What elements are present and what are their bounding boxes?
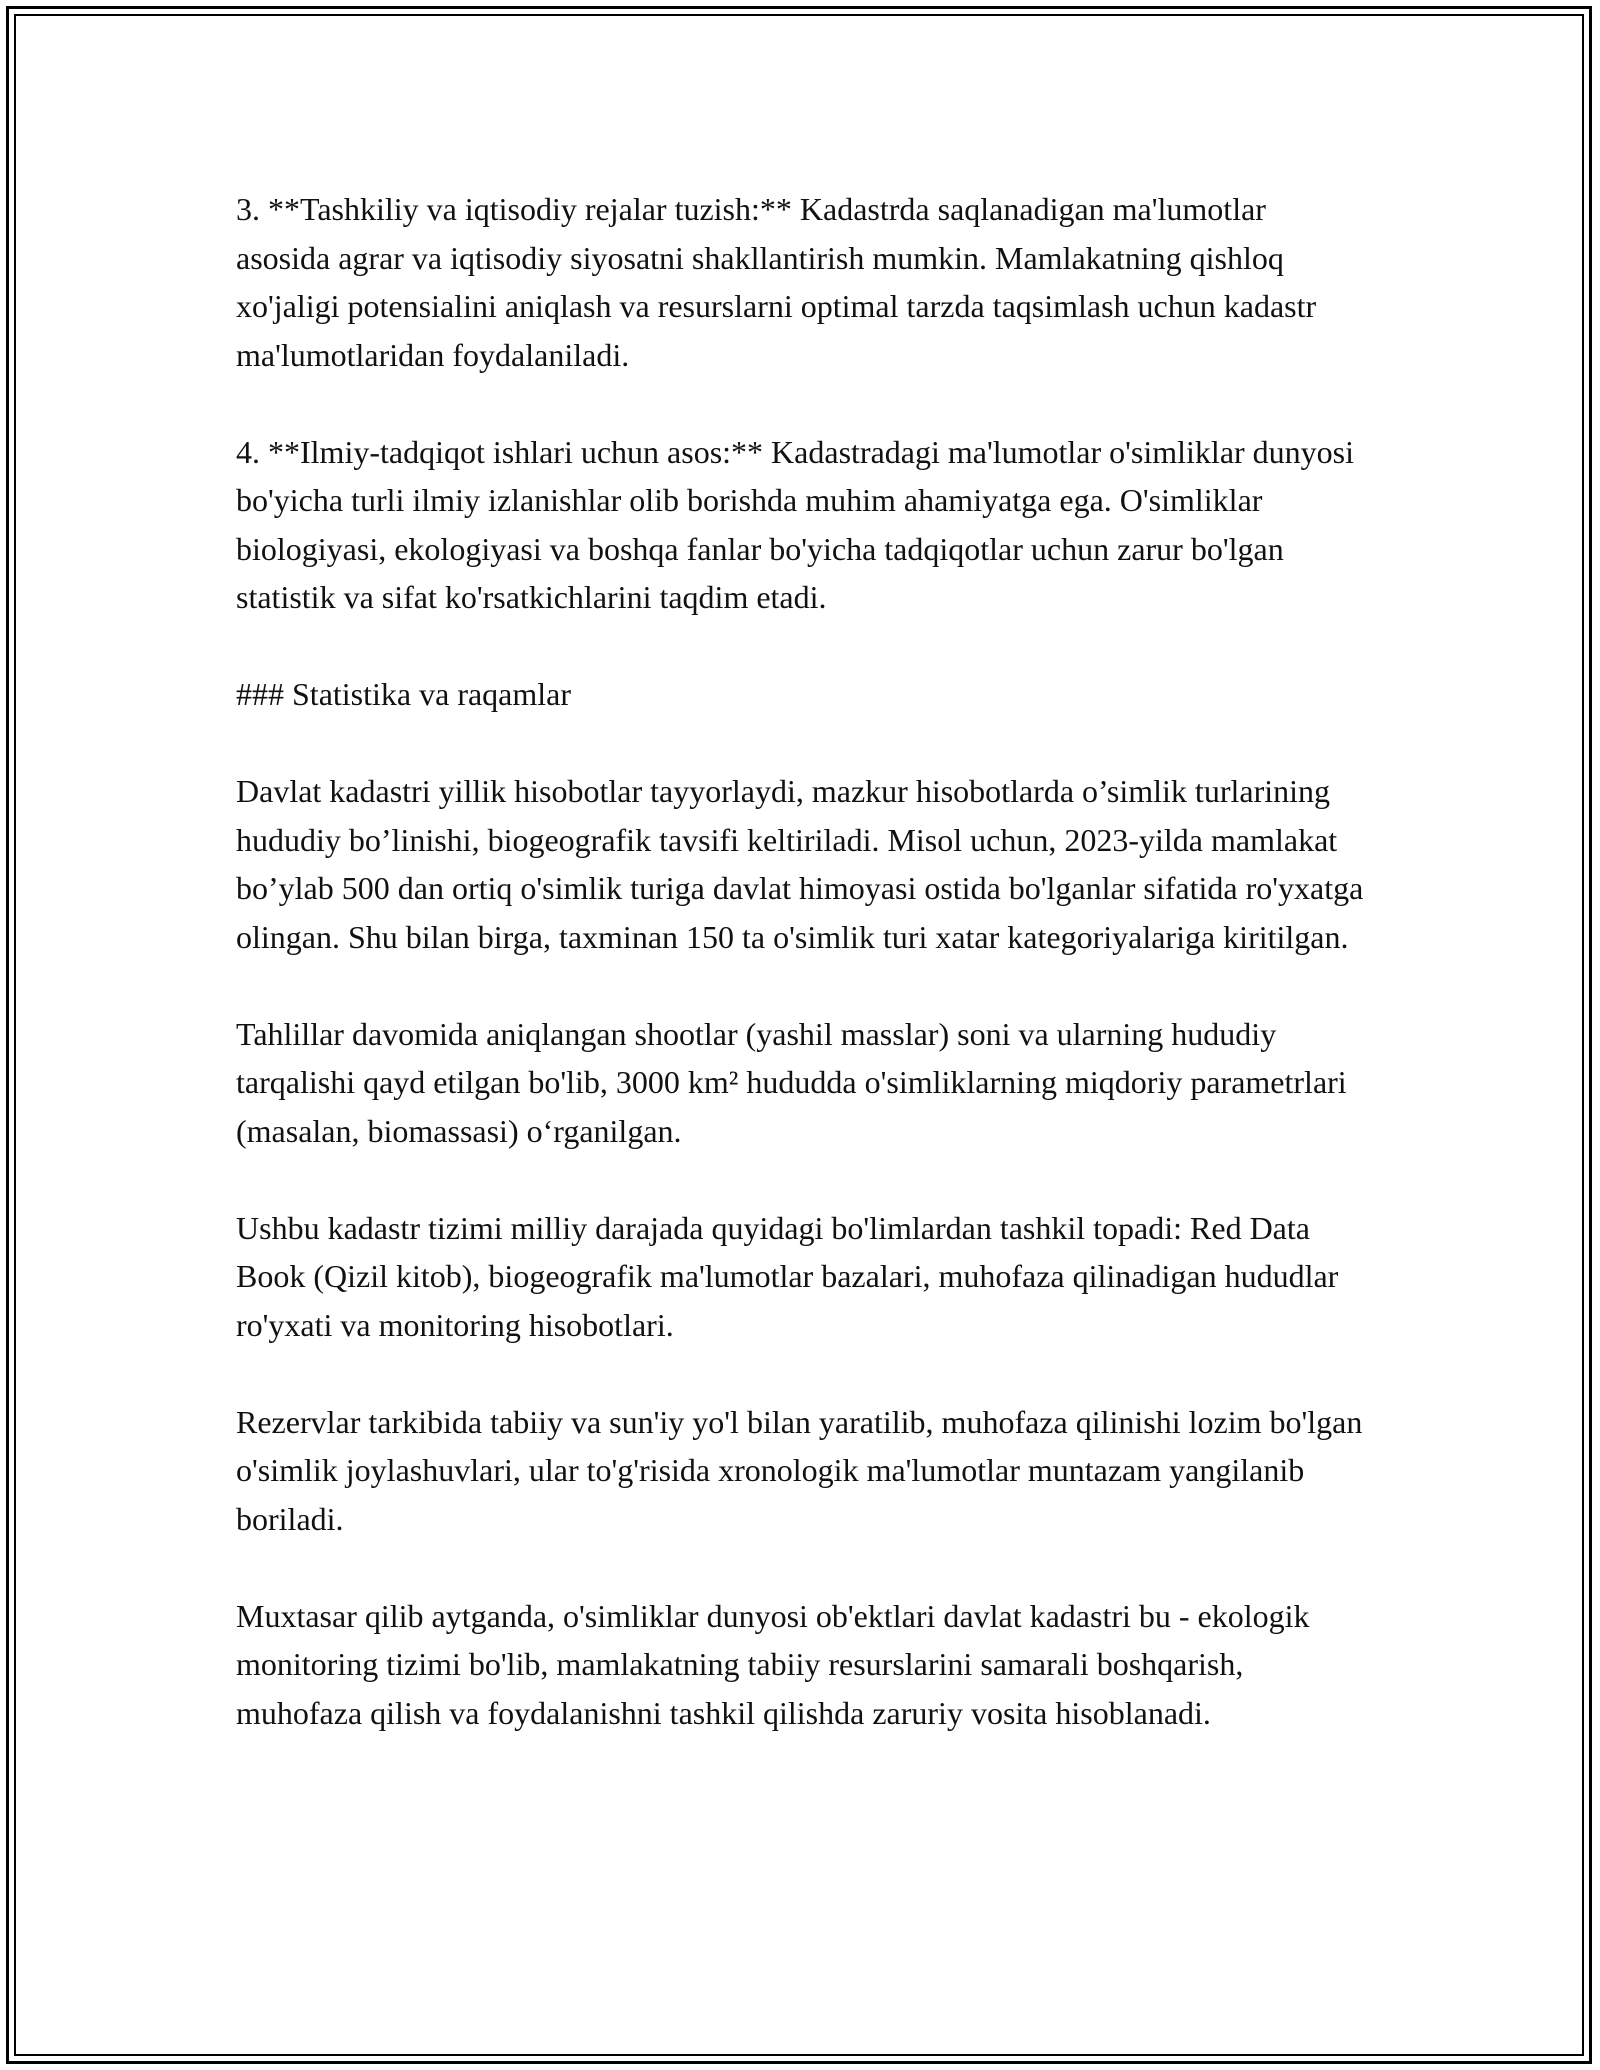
- paragraph-scientific-research: 4. **Ilmiy-tadqiqot ishlari uchun asos:** Kadastradagi ma'lumotlar o'simliklar dunyosi bo'yicha turli ilmiy izlanishlar olib borishda muhim ahamiyatga ega. O'simliklar biologiyasi, ekologiyasi va boshqa fanlar bo'yicha tadqiqotlar uchun zarur bo'lgan statistik va sifat ko'rsatkichlarini taqdim etadi.: [236, 433, 1355, 615]
- document-body: [236, 185, 1366, 1737]
- section-heading-statistics: ### Statistika va raqamlar: [236, 676, 572, 712]
- paragraph-economic-planning: 3. **Tashkiliy va iqtisodiy rejalar tuzish:** Kadastrda saqlanadigan ma'lumotlar asosida agrar va iqtisodiy siyosatni shakllantirish mumkin. Mamlakatning qishloq xo'jaligi potensialini aniqlash va resurslarni optimal tarzda taqsimlash uchun kadastr ma'lumotlaridan foydalaniladi.: [236, 191, 1317, 373]
- paragraph-conclusion: Muxtasar qilib aytganda, o'simliklar dunyosi ob'ektlari davlat kadastri bu - ekologik monitoring tizimi bo'lib, mamlakatning tabiiy resurslarini samarali boshqarish, muhofaza qilish va foydalanishni tashkil qilishda zaruriy vosita hisoblanadi.: [236, 1597, 1310, 1731]
- paragraph-analysis: Tahlillar davomida aniqlangan shootlar (yashil masslar) soni va ularning hududiy tarqalishi qayd etilgan bo'lib, 3000 km² hududda o'simliklarning miqdoriy parametrlari (masalan, biomassasi) o‘rganilgan.: [236, 1015, 1347, 1149]
- paragraph-annual-reports: Davlat kadastri yillik hisobotlar tayyorlaydi, mazkur hisobotlarda o’simlik turlarining hududiy bo’linishi, biogeografik tavsifi keltiriladi. Misol uchun, 2023-yilda mamlakat bo’ylab 500 dan ortiq o'simlik turiga davlat himoyasi ostida bo'lganlar sifatida ro'yxatga olingan. Shu bilan birga, taxminan 150 ta o'simlik turi xatar kategoriyalariga kiritilgan.: [236, 773, 1364, 955]
- paragraph-reserves: Rezervlar tarkibida tabiiy va sun'iy yo'l bilan yaratilib, muhofaza qilinishi lozim bo'lgan o'simlik joylashuvlari, ular to'g'risida xronologik ma'lumotlar muntazam yangilanib boriladi.: [236, 1403, 1363, 1537]
- paragraph-cadastre-structure: Ushbu kadastr tizimi milliy darajada quyidagi bo'limlardan tashkil topadi: Red Data Book (Qizil kitob), biogeografik ma'lumotlar bazalari, muhofaza qilinadigan hududlar ro'yxati va monitoring hisobotlari.: [236, 1209, 1339, 1343]
